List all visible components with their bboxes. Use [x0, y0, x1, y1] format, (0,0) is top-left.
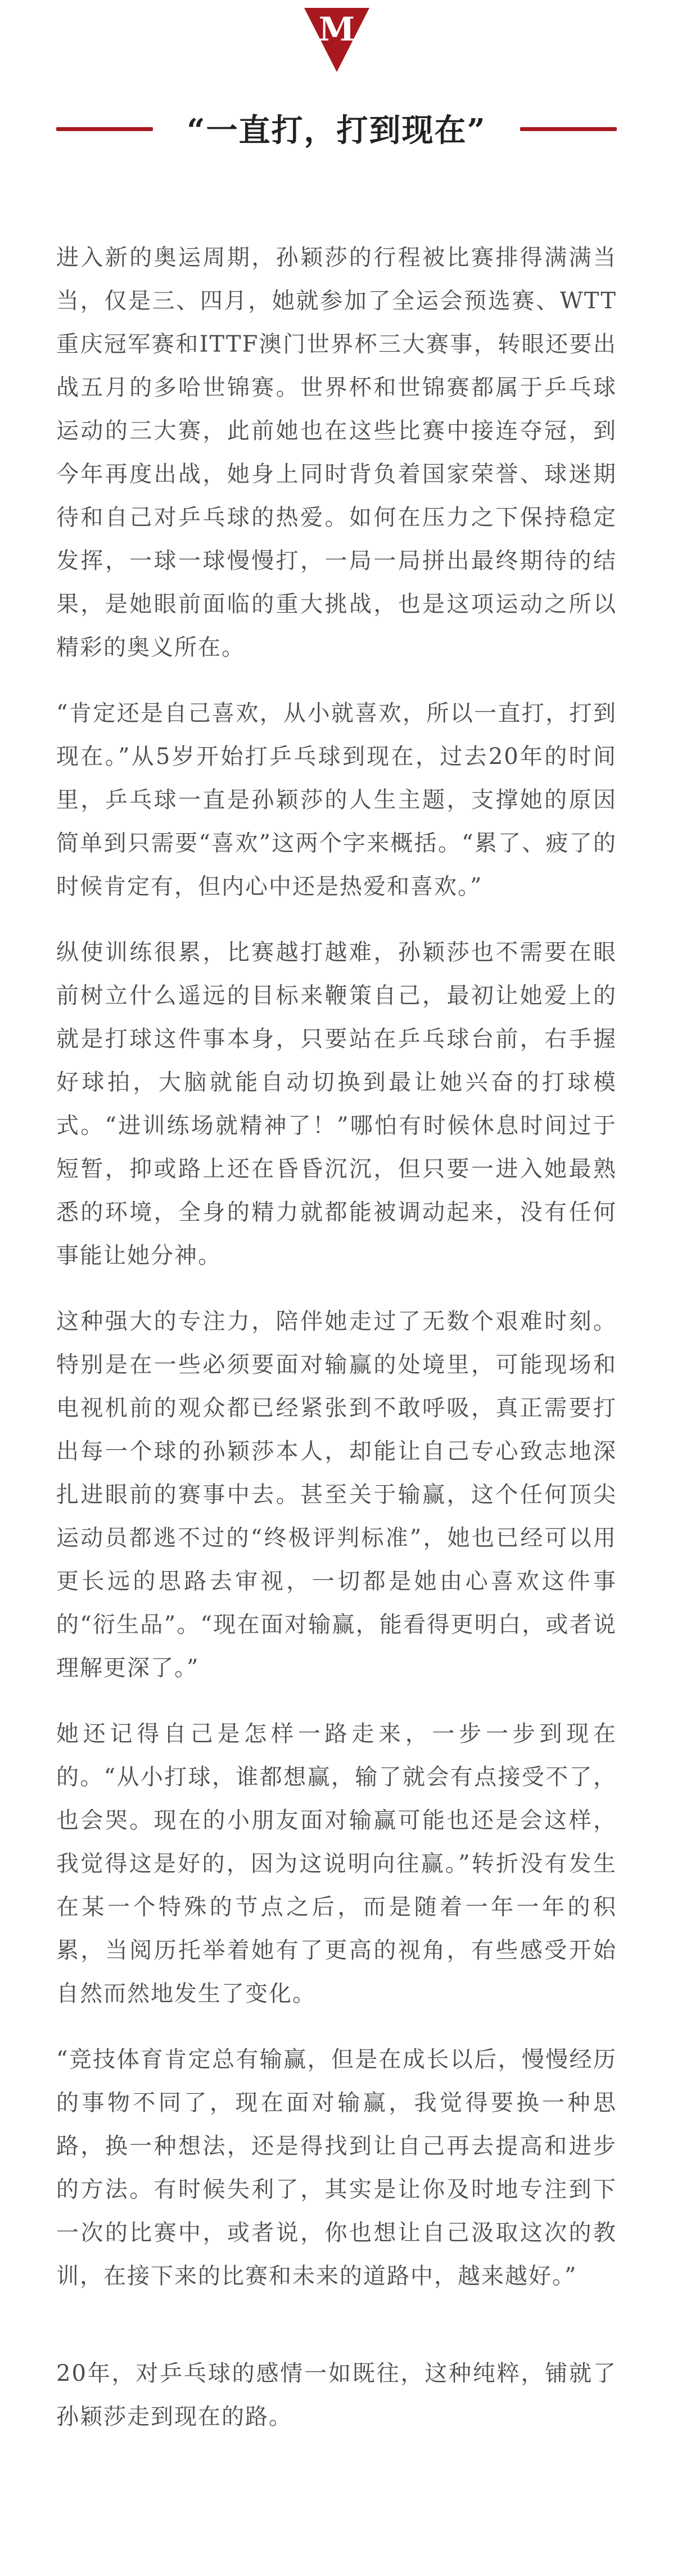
page-title: “一直打，打到现在” — [187, 112, 486, 149]
article-paragraph-2: “肯定还是自己喜欢，从小就喜欢，所以一直打，打到现在。”从5岁开始打乒乓球到现在，过去20年的时间里，乒乓球一直是孙颖莎的人生主题，支撑她的原因简单到只需要“喜欢”这两个字来概括。“累了、疲了的时候肯定有，但内心中还是热爱和喜欢。” — [56, 700, 617, 900]
article-paragraph-4: 这种强大的专注力，陪伴她走过了无数个艰难时刻。特别是在一些必须要面对输赢的处境里，可能现场和电视机前的观众都已经紧张到不敢呼吸，真正需要打出每一个球的孙颖莎本人，却能让自己专心致志地深扎进眼前的赛事中去。甚至关于输赢，这个任何顶尖运动员都逃不过的“终极评判标准”，她也已经可以用更长远的思路去审视，一切都是她由心喜欢这件事的“衍生品”。“现在面对输赢，能看得更明白，或者说理解更深了。” — [56, 1309, 617, 1681]
article-paragraph-3: 纵使训练很累，比赛越打越难，孙颖莎也不需要在眼前树立什么遥远的目标来鞭策自己，最初让她爱上的就是打球这件事本身，只要站在乒乓球台前，右手握好球拍，大脑就能自动切换到最让她兴奋的打球模式。“进训练场就精神了！”哪怕有时候休息时间过于短暂，抑或路上还在昏昏沉沉，但只要一进入她最熟悉的环境，全身的精力就都能被调动起来，没有任何事能让她分神。 — [56, 939, 617, 1269]
article-paragraph-6: “竞技体育肯定总有输赢，但是在成长以后，慢慢经历的事物不同了，现在面对输赢，我觉得要换一种思路，换一种想法，还是得找到让自己再去提高和进步的方法。有时候失利了，其实是让你及时地专注到下一次的比赛中，或者说，你也想让自己汲取这次的教训，在接下来的比赛和未来的道路中，越来越好。” — [56, 2047, 617, 2289]
logo-letter: M — [318, 10, 355, 48]
article-body — [56, 236, 617, 2461]
title-divider-right — [520, 127, 617, 131]
title-section — [0, 96, 673, 163]
title-divider-left — [56, 127, 153, 131]
article-paragraph-7: 20年，对乒乓球的感情一如既往，这种纯粹，铺就了孙颖莎走到现在的路。 — [56, 2361, 617, 2430]
article-paragraph-1: 进入新的奥运周期，孙颖莎的行程被比赛排得满满当当，仅是三、四月，她就参加了全运会预选赛、WTT重庆冠军赛和ITTF澳门世界杯三大赛事，转眼还要出战五月的多哈世锦赛。世界杯和世锦赛都属于乒乓球运动的三大赛，此前她也在这些比赛中接连夺冠，到今年再度出战，她身上同时背负着国家荣誉、球迷期待和自己对乒乓球的热爱。如何在压力之下保持稳定发挥，一球一球慢慢打，一局一局拼出最终期待的结果，是她眼前面临的重大挑战，也是这项运动之所以精彩的奥义所在。 — [56, 245, 617, 660]
article-paragraph-5: 她还记得自己是怎样一路走来，一步一步到现在的。“从小打球，谁都想赢，输了就会有点接受不了，也会哭。现在的小朋友面对输赢可能也还是会这样，我觉得这是好的，因为这说明向往赢。”转折没有发生在某一个特殊的节点之后，而是随着一年一年的积累，当阅历托举着她有了更高的视角，有些感受开始自然而然地发生了变化。 — [56, 1721, 617, 2007]
brand-logo — [304, 8, 369, 72]
